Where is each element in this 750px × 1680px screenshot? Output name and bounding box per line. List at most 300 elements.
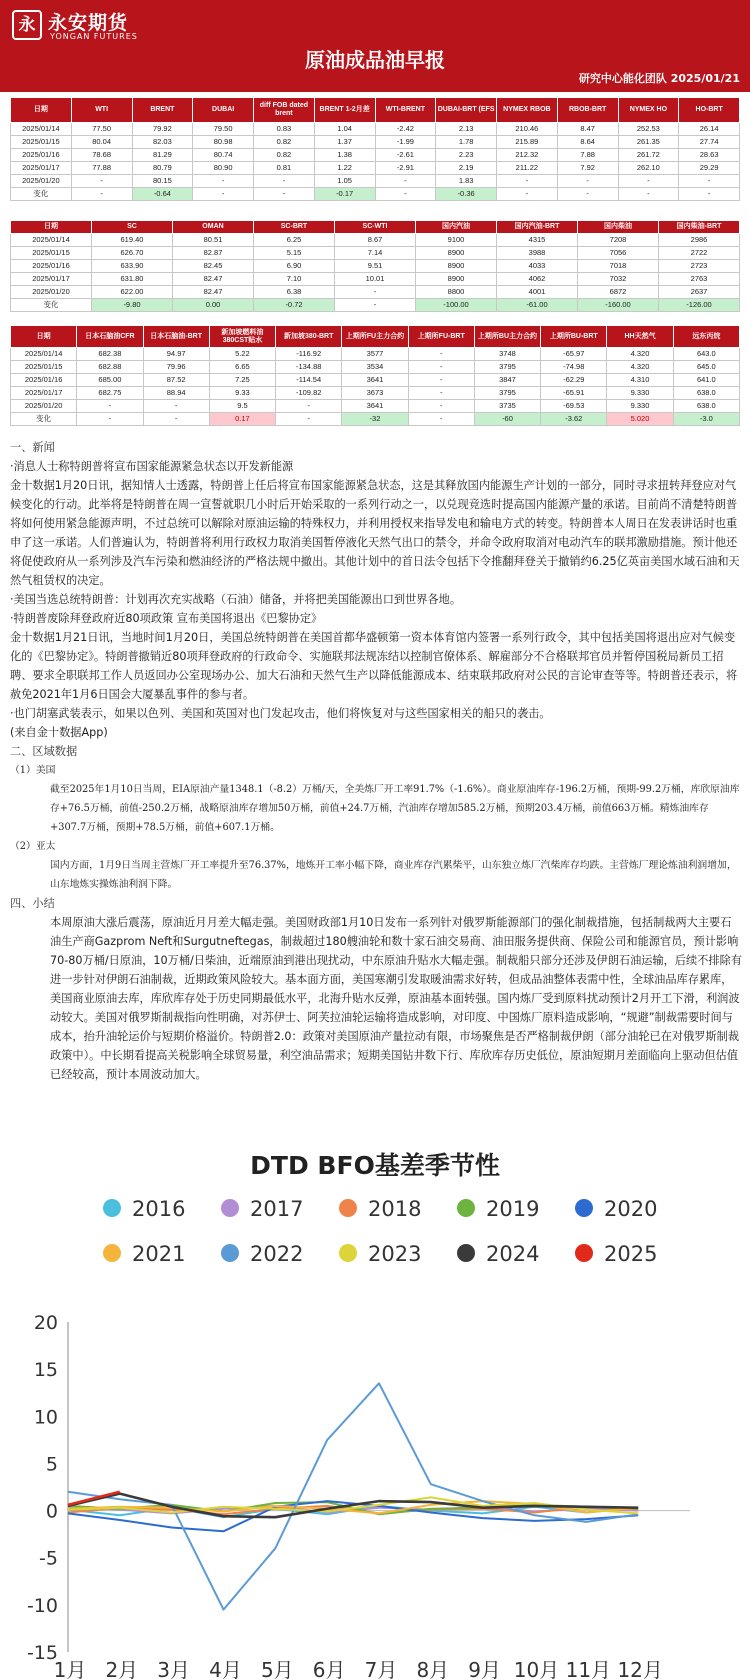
legend-marker	[457, 1199, 475, 1217]
header-row	[11, 98, 740, 123]
legend-marker	[103, 1199, 121, 1217]
column-header: 日期	[11, 221, 92, 234]
team-and-date: 研究中心能化团队 2025/01/21	[578, 72, 740, 85]
table-cell: 77.88	[71, 162, 132, 175]
table-cell: -	[618, 175, 679, 188]
section-news-heading: 一、新闻	[10, 441, 55, 454]
table-cell: -	[557, 188, 618, 201]
change-row	[11, 188, 740, 201]
table-row	[11, 348, 740, 361]
y-tick-label: -5	[39, 1547, 58, 1570]
section-regional-heading: 二、区域数据	[10, 745, 78, 758]
table-cell: 80.79	[132, 162, 193, 175]
legend-marker	[221, 1244, 239, 1262]
table-cell: 4033	[497, 260, 578, 273]
column-header: SC-WTI	[335, 221, 416, 234]
x-tick-label: 12月	[617, 1658, 663, 1680]
legend-marker	[339, 1199, 357, 1217]
column-header: 上期所FU主力合约	[342, 326, 408, 348]
table-cell: 79.50	[193, 123, 254, 136]
table-cell: 3577	[342, 348, 408, 361]
table-cell: 9.330	[607, 400, 673, 413]
x-tick-label: 3月	[157, 1658, 191, 1680]
table-row	[11, 247, 740, 260]
table-cell: 633.90	[92, 260, 173, 273]
legend-item	[339, 1197, 421, 1221]
column-header: 新加坡燃料油380CST贴水	[209, 326, 275, 348]
news-source: (来自金十数据App)	[10, 726, 108, 739]
legend-marker	[221, 1199, 239, 1217]
table-cell: -69.53	[541, 400, 607, 413]
x-tick-label: 5月	[260, 1658, 294, 1680]
table-cell: 79.96	[143, 361, 209, 374]
legend-label: 2024	[486, 1242, 540, 1266]
table-cell: 79.92	[132, 123, 193, 136]
legend-item	[575, 1242, 657, 1266]
header-row	[11, 326, 740, 348]
legend-label: 2022	[250, 1242, 304, 1266]
table-cell: 80.15	[132, 175, 193, 188]
column-header: 国内汽油	[416, 221, 497, 234]
table-cell: 626.70	[92, 247, 173, 260]
table-cell: 4001	[497, 286, 578, 299]
table-cell: 4315	[497, 234, 578, 247]
table-cell: 2723	[659, 260, 740, 273]
column-header: SC-BRT	[254, 221, 335, 234]
table-cell: -	[618, 188, 679, 201]
table-cell: 5.22	[209, 348, 275, 361]
table-cell: 4062	[497, 273, 578, 286]
table-row	[11, 361, 740, 374]
table-row	[11, 123, 740, 136]
table-cell: 0.82	[254, 136, 315, 149]
table-cell: 631.80	[92, 273, 173, 286]
table-cell: -	[408, 348, 474, 361]
table-cell: 2025/01/15	[11, 361, 77, 374]
us-paragraph: 截至2025年1月10日当周，EIA原油产量1348.1（-8.2）万桶/天，全美炼厂开工率91.7%（-1.6%）。商业原油库存-196.2万桶，预期-99.2万桶，库欣原油库存+76.5万桶，前值-250.2万桶，战略原油库存增加50万桶，前值+24.7万桶，汽油库存增加585.2万桶，预期203.4万桶，前值663万桶。精炼油库存+307.7万桶，预期+78.5万桶，前值+607.1万桶。	[50, 784, 740, 833]
yongan-logo-icon: 永	[12, 10, 42, 40]
table-cell: 7.25	[209, 374, 275, 387]
table-cell: -2.61	[375, 149, 436, 162]
legend-item	[575, 1197, 657, 1221]
table-cell: 638.0	[673, 387, 739, 400]
table-cell: 262.10	[618, 162, 679, 175]
column-header: 国内汽油-BRT	[497, 221, 578, 234]
y-tick-label: -10	[26, 1594, 58, 1617]
x-tick-label: 9月	[468, 1658, 502, 1680]
table-cell: 1.04	[314, 123, 375, 136]
table-cell: -	[497, 175, 558, 188]
table-cell: -60	[474, 413, 540, 426]
table-cell: 6.90	[254, 260, 335, 273]
legend-label: 2017	[250, 1197, 304, 1221]
chart-title: DTD BFO基差季节性	[250, 1151, 500, 1180]
table-cell: 7.92	[557, 162, 618, 175]
table-cell: 3795	[474, 361, 540, 374]
table-cell: -2.42	[375, 123, 436, 136]
table-cell: 2986	[659, 234, 740, 247]
table-cell: 0.82	[254, 149, 315, 162]
table-cell: 8900	[416, 273, 497, 286]
table-cell: 261.72	[618, 149, 679, 162]
header-row	[11, 221, 740, 234]
table-cell: -3.0	[673, 413, 739, 426]
table-cell: -	[276, 413, 342, 426]
table-cell: -	[408, 387, 474, 400]
table-cell: -114.54	[276, 374, 342, 387]
table-row	[11, 162, 740, 175]
table-cell: 682.38	[77, 348, 143, 361]
table-cell: 2025/01/14	[11, 234, 92, 247]
table-cell: 82.87	[173, 247, 254, 260]
table-cell: -3.62	[541, 413, 607, 426]
report-header	[0, 0, 750, 92]
table-cell: 641.0	[673, 374, 739, 387]
table-cell: 643.0	[673, 348, 739, 361]
column-header: 日本石脑油CFR	[77, 326, 143, 348]
section-summary-heading: 四、小结	[10, 897, 55, 910]
change-row	[11, 413, 740, 426]
table-cell: 3748	[474, 348, 540, 361]
table-cell: -74.98	[541, 361, 607, 374]
table-cell: -	[143, 413, 209, 426]
table-cell: 2025/01/20	[11, 400, 77, 413]
table-cell: -116.92	[276, 348, 342, 361]
table-cell: 2025/01/15	[11, 247, 92, 260]
table-cell: 3534	[342, 361, 408, 374]
column-header: 远东丙烷	[673, 326, 739, 348]
table-cell: 645.0	[673, 361, 739, 374]
legend-item	[103, 1197, 185, 1221]
column-header: BRENT 1-2月差	[314, 98, 375, 123]
table-cell: -	[375, 175, 436, 188]
table-cell: -	[254, 175, 315, 188]
column-header: RBOB-BRT	[557, 98, 618, 123]
table-cell: 211.22	[497, 162, 558, 175]
table-row	[11, 260, 740, 273]
table-cell: 8800	[416, 286, 497, 299]
asia-paragraph: 国内方面，1月9日当周主营炼厂开工率提升至76.37%，地炼开工率小幅下降，商业库存汽累柴平，山东独立炼厂汽柴库存均跌。主营炼厂理论炼油利润增加，山东地炼实操炼油利润下降。	[50, 860, 737, 890]
table-cell: 2025/01/20	[11, 175, 72, 188]
table-cell: 94.97	[143, 348, 209, 361]
table-cell: 2.13	[436, 123, 497, 136]
table-cell: -	[408, 374, 474, 387]
column-header: NYMEX RBOB	[497, 98, 558, 123]
x-tick-label: 2月	[105, 1658, 139, 1680]
table-cell: 638.0	[673, 400, 739, 413]
table-cell: 9.51	[335, 260, 416, 273]
table-cell: -	[193, 175, 254, 188]
table-cell: 1.83	[436, 175, 497, 188]
column-header: 上期所BU主力合约	[474, 326, 540, 348]
column-header: 日本石脑油-BRT	[143, 326, 209, 348]
table-cell: 0.00	[173, 299, 254, 312]
y-tick-label: 10	[33, 1406, 58, 1429]
legend-item	[103, 1242, 185, 1266]
column-header: 上期所FU-BRT	[408, 326, 474, 348]
series-line-2022	[68, 1383, 638, 1609]
table-cell: 1.37	[314, 136, 375, 149]
table-cell: 7.10	[254, 273, 335, 286]
table-cell: 3673	[342, 387, 408, 400]
table-cell: 8.47	[557, 123, 618, 136]
news-paragraph: 金十数据1月21日讯，当地时间1月20日，美国总统特朗普在美国首都华盛顿第一资本体育馆内签署一系列行政令，其中包括美国将退出应对气候变化的《巴黎协定》。特朗普撤销近80项拜登政府的行政命令、实施联邦法规冻结以控制官僚体系、解雇部分不合格联邦官员并暂停国税局新员工招聘、要求全职联邦工作人员返回办公室现场办公、加大石油和天然气生产以降低能源成本、结束联邦政府对公民的言论审查等等。特朗普还表示，将赦免2021年1月6日国会大厦暴乱事件的参与者。	[10, 631, 738, 701]
table-cell: 215.89	[497, 136, 558, 149]
legend-item	[339, 1242, 421, 1266]
table-cell: 3641	[342, 374, 408, 387]
table-cell: 8900	[416, 260, 497, 273]
table-cell: 4.320	[607, 348, 673, 361]
table-cell: 29.29	[679, 162, 740, 175]
table-cell: 252.53	[618, 123, 679, 136]
legend-label: 2018	[368, 1197, 422, 1221]
table-cell: 2025/01/17	[11, 387, 77, 400]
table-cell: 82.03	[132, 136, 193, 149]
table-cell: 7208	[578, 234, 659, 247]
table-cell: 4.310	[607, 374, 673, 387]
table-cell: 2025/01/17	[11, 162, 72, 175]
column-header: 日期	[11, 326, 77, 348]
news-headline: ·特朗普废除拜登政府近80项政策 宣布美国将退出《巴黎协定》	[10, 612, 323, 625]
table-cell: 7.14	[335, 247, 416, 260]
table-cell: -2.91	[375, 162, 436, 175]
news-headline: ·美国当选总统特朗普：计划再次充实战略（石油）储备，并将把美国能源出口到世界各地。	[10, 593, 462, 606]
table-cell: -62.29	[541, 374, 607, 387]
table-cell: 8900	[416, 247, 497, 260]
us-subheading: （1）美国	[10, 765, 56, 776]
table-cell: -	[276, 400, 342, 413]
column-header: 国内柴油	[578, 221, 659, 234]
legend-label: 2016	[132, 1197, 186, 1221]
legend-item	[457, 1197, 539, 1221]
legend-marker	[457, 1244, 475, 1262]
table-cell: -109.82	[276, 387, 342, 400]
y-tick-label: 20	[33, 1312, 58, 1334]
x-tick-label: 6月	[312, 1658, 346, 1680]
column-header: 新加坡380-BRT	[276, 326, 342, 348]
table-cell: 4.320	[607, 361, 673, 374]
column-header: WTI	[71, 98, 132, 123]
news-paragraph: 金十数据1月20日讯，据知情人士透露，特朗普上任后将宣布国家能源紧急状态，这是其释放国内能源生产计划的一部分，同时寻求扭转拜登应对气候变化的行动。此举将是特朗普在周一宣誓就职几小时后开始采取的一系列行动之一，以兑现竞选时提高国内能源产量的承诺。目前尚不清楚特朗普将如何使用紧急能源声明，不过总统可以解除对原油运输的特殊权力，并利用授权来指导发电和输电方式的转变。特朗普本人周日在发表讲话时也重申了这一承诺。人们普遍认为，特朗普将利用行政权力取消美国暂停液化天然气出口的禁令，并命令政府取消对电动汽车的联邦激励措施。预计他还将促使政府从一系列涉及汽车污染和燃油经济的严格法规中撤出。其他计划中的首日法令包括下令推翻拜登关于撤销约6.25亿英亩美国水域石油和天然气租赁权的决定。	[10, 479, 740, 587]
table-cell: -	[679, 188, 740, 201]
table-cell: -65.91	[541, 387, 607, 400]
table-cell: 80.98	[193, 136, 254, 149]
change-row	[11, 299, 740, 312]
table-cell: 2637	[659, 286, 740, 299]
table-cell: 9.330	[607, 387, 673, 400]
y-tick-label: -15	[26, 1642, 58, 1664]
x-tick-label: 8月	[416, 1658, 450, 1680]
column-header: diff FOB dated brent	[254, 98, 315, 123]
y-tick-label: 0	[45, 1500, 58, 1523]
column-header: 日期	[11, 98, 72, 123]
table-cell: 7018	[578, 260, 659, 273]
table-cell: 0.83	[254, 123, 315, 136]
table-cell: -134.88	[276, 361, 342, 374]
table-cell: 2.19	[436, 162, 497, 175]
table-cell: 8.67	[335, 234, 416, 247]
legend-item	[221, 1242, 303, 1266]
table-row	[11, 387, 740, 400]
table-cell: 2.23	[436, 149, 497, 162]
table-cell: -	[557, 175, 618, 188]
table-cell: 0.81	[254, 162, 315, 175]
table-row	[11, 149, 740, 162]
table-cell: 6.38	[254, 286, 335, 299]
report-body	[10, 438, 742, 1084]
table-cell: 2025/01/16	[11, 374, 77, 387]
column-header: SC	[92, 221, 173, 234]
table-cell: 682.88	[77, 361, 143, 374]
table-cell: -61.00	[497, 299, 578, 312]
table-cell: -0.64	[132, 188, 193, 201]
legend-label: 2020	[604, 1197, 658, 1221]
table-cell: 9.5	[209, 400, 275, 413]
sc-domestic-table	[10, 220, 740, 312]
table-cell: 7.88	[557, 149, 618, 162]
table-cell: 78.68	[71, 149, 132, 162]
table-cell: 2025/01/16	[11, 149, 72, 162]
table-cell: 3847	[474, 374, 540, 387]
report-title: 原油成品油早报	[305, 48, 445, 72]
legend-label: 2021	[132, 1242, 186, 1266]
table-cell: 622.00	[92, 286, 173, 299]
table-cell: -	[335, 299, 416, 312]
column-header: 上期所BU-BRT	[541, 326, 607, 348]
logo-english-name: YONGAN FUTURES	[50, 32, 138, 41]
column-header: OMAN	[173, 221, 254, 234]
table-cell: 3641	[342, 400, 408, 413]
table-cell: 5.020	[607, 413, 673, 426]
legend-label: 2025	[604, 1242, 658, 1266]
table-cell: -	[193, 188, 254, 201]
table-cell: -	[408, 413, 474, 426]
table-cell: 3988	[497, 247, 578, 260]
x-tick-label: 10月	[513, 1658, 560, 1680]
table-cell: 2763	[659, 273, 740, 286]
table-cell: -0.36	[436, 188, 497, 201]
table-row	[11, 374, 740, 387]
table-cell: 3795	[474, 387, 540, 400]
table-cell: 2722	[659, 247, 740, 260]
table-cell: 28.63	[679, 149, 740, 162]
table-cell: 1.78	[436, 136, 497, 149]
table-cell: 2025/01/20	[11, 286, 92, 299]
legend-marker	[575, 1244, 593, 1262]
legend-item	[221, 1197, 303, 1221]
logo-name: 永安期货	[48, 12, 129, 34]
table-cell: 80.51	[173, 234, 254, 247]
table-cell: 变化	[11, 188, 72, 201]
x-tick-label: 4月	[209, 1658, 242, 1680]
table-cell: 7032	[578, 273, 659, 286]
naphtha-fuel-oil-table	[10, 325, 740, 426]
table-cell: 682.75	[77, 387, 143, 400]
table-cell: -0.72	[254, 299, 335, 312]
y-tick-label: 5	[45, 1453, 58, 1476]
table-cell: 82.47	[173, 286, 254, 299]
table-cell: 6.25	[254, 234, 335, 247]
table-cell: -100.00	[416, 299, 497, 312]
table-cell: -	[408, 361, 474, 374]
table-cell: -	[679, 175, 740, 188]
table-cell: 619.40	[92, 234, 173, 247]
table-cell: -	[71, 188, 132, 201]
table-cell: -	[408, 400, 474, 413]
news-headline: ·消息人士称特朗普将宣布国家能源紧急状态以开发新能源	[10, 460, 294, 473]
legend-marker	[103, 1244, 121, 1262]
table-cell: 1.38	[314, 149, 375, 162]
column-header: DUBAI-BRT (EFS	[436, 98, 497, 123]
table-cell: -65.97	[541, 348, 607, 361]
x-tick-label: 11月	[565, 1658, 612, 1680]
table-cell: 1.05	[314, 175, 375, 188]
column-header: 国内柴油-BRT	[659, 221, 740, 234]
table-cell: 2025/01/14	[11, 123, 72, 136]
table-cell: 8.64	[557, 136, 618, 149]
table-cell: 87.52	[143, 374, 209, 387]
dtd-bfo-seasonal-chart	[0, 1142, 750, 1680]
table-row	[11, 136, 740, 149]
table-cell: 变化	[11, 299, 92, 312]
table-cell: -126.00	[659, 299, 740, 312]
table-cell: 0.17	[209, 413, 275, 426]
table-cell: 26.14	[679, 123, 740, 136]
table-cell: -0.17	[314, 188, 375, 201]
asia-subheading: （2）亚太	[10, 841, 56, 852]
column-header: DUBAI	[193, 98, 254, 123]
table-cell: -32	[342, 413, 408, 426]
table-cell: 7056	[578, 247, 659, 260]
news-headline: ·也门胡塞武装表示，如果以色列、美国和英国对也门发起攻击，他们将恢复对与这些国家相关的船只的袭击。	[10, 707, 551, 720]
legend-marker	[575, 1199, 593, 1217]
table-cell: 210.46	[497, 123, 558, 136]
table-row	[11, 175, 740, 188]
x-tick-label: 1月	[53, 1658, 87, 1680]
table-cell: 变化	[11, 413, 77, 426]
table-cell: 685.00	[77, 374, 143, 387]
crude-price-table	[10, 97, 740, 201]
legend-label: 2019	[486, 1197, 540, 1221]
table-cell: 27.74	[679, 136, 740, 149]
table-cell: 212.32	[497, 149, 558, 162]
table-cell: 2025/01/17	[11, 273, 92, 286]
table-cell: 80.04	[71, 136, 132, 149]
summary-paragraph: 本周原油大涨后震荡，原油近月月差大幅走强。美国财政部1月10日发布一系列针对俄罗斯能源部门的强化制裁措施，包括制裁两大主要石油生产商Gazprom Neft和Surgutneftegas，制裁超过180艘油轮和数十家石油交易商、油田服务提供商、保险公司和能源官员，预计影响70-80万桶/日原油，10万桶/日柴油，近端原油到港出现扰动，中东原油升贴水大幅走强。制裁船只部分还涉及伊朗石油运输，后续不排除有进一步针对伊朗石油制裁，近期政策风险较大。基本面方面，美国寒潮引发取暖油需求好转，但成品油整体表需中性，全球油品库存累库，美国商业原油去库，库欣库存处于历史同期最低水平，北海升贴水反弹，原油基本面转强。国内炼厂受到原料扰动预计2月开工下滑，利润波动较大。美国对俄罗斯制裁指向性明确，对苏伊士、阿芙拉油轮运输将造成影响，对印度、中国炼厂原料造成影响，“规避”制裁需要时间与成本，抬升油轮运价与短期价格溢价。特朗普2.0：政策对美国原油产量拉动有限，市场聚焦是否严格制裁伊朗（部分油轮已在对俄罗斯制裁政策中）。中长期看提高关税影响全球贸易量，利空油品需求；短期美国钻井数下行、库欣库存历史低位，原油短期月差面临向上驱动但估值已经较高，预计本周波动加大。	[50, 916, 742, 1081]
table-row	[11, 400, 740, 413]
table-cell: 82.45	[173, 260, 254, 273]
table-cell: 77.50	[71, 123, 132, 136]
table-row	[11, 273, 740, 286]
column-header: BRENT	[132, 98, 193, 123]
table-cell: 9100	[416, 234, 497, 247]
table-row	[11, 286, 740, 299]
table-cell: -9.80	[92, 299, 173, 312]
table-row	[11, 234, 740, 247]
table-cell: -	[335, 286, 416, 299]
table-cell: -	[254, 188, 315, 201]
table-cell: 1.22	[314, 162, 375, 175]
table-cell: -	[71, 175, 132, 188]
table-cell: 80.74	[193, 149, 254, 162]
y-tick-label: 15	[33, 1359, 58, 1382]
column-header: NYMEX HO	[618, 98, 679, 123]
table-cell: 5.15	[254, 247, 335, 260]
table-cell: 3735	[474, 400, 540, 413]
table-cell: 2025/01/16	[11, 260, 92, 273]
table-cell: 82.47	[173, 273, 254, 286]
legend-item	[457, 1242, 539, 1266]
